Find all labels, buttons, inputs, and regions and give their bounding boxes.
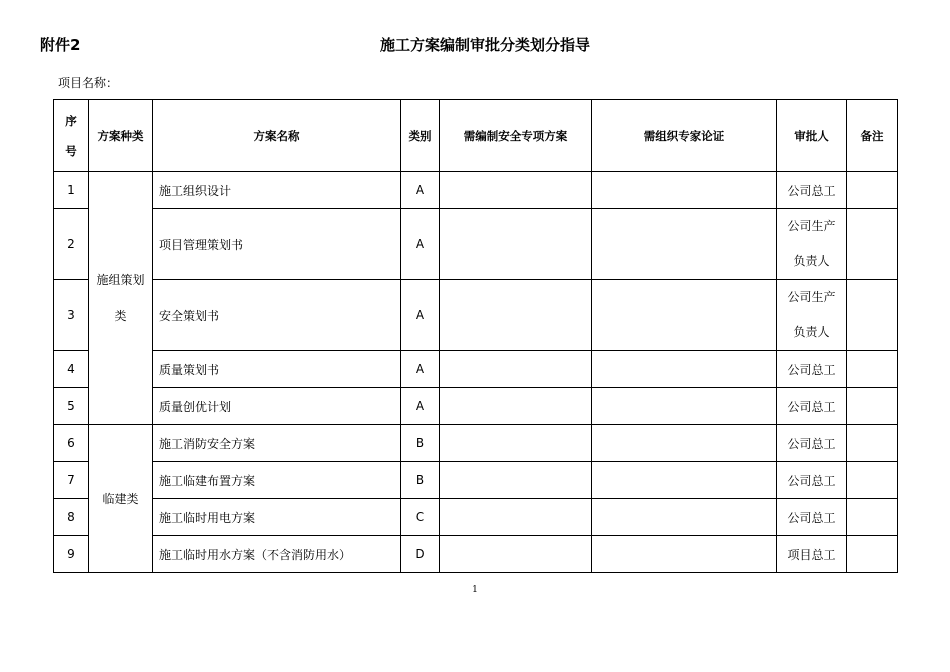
plan-name: 安全策划书: [153, 280, 401, 351]
safety-plan-cell: [440, 536, 592, 573]
seq-header-line: 号: [65, 143, 77, 158]
approver-cell: 公司总工: [777, 499, 847, 536]
plan-name: 施工临建布置方案: [153, 462, 401, 499]
plan-category: A: [401, 280, 440, 351]
remark-cell: [847, 536, 898, 573]
plan-category: A: [401, 351, 440, 388]
safety-plan-cell: [440, 351, 592, 388]
approver-cell: [777, 209, 847, 280]
column-header-name: 方案名称: [153, 100, 401, 172]
approver-cell: 公司总工: [777, 388, 847, 425]
approver-cell: 项目总工: [777, 536, 847, 573]
row-number: 4: [54, 351, 89, 388]
safety-plan-cell: [440, 209, 592, 280]
seq-header-line: 序: [65, 113, 77, 128]
plan-category: A: [401, 209, 440, 280]
remark-cell: [847, 462, 898, 499]
plan-name: 质量创优计划: [153, 388, 401, 425]
row-number: 8: [54, 499, 89, 536]
approver-cell: 公司总工: [777, 351, 847, 388]
row-number: 3: [54, 280, 89, 351]
table-row: [54, 536, 898, 573]
expert-review-cell: [592, 388, 777, 425]
safety-plan-cell: [440, 172, 592, 209]
row-number: 9: [54, 536, 89, 573]
row-number: 7: [54, 462, 89, 499]
safety-plan-cell: [440, 499, 592, 536]
approver-line: 公司生产: [787, 290, 836, 304]
safety-plan-cell: [440, 388, 592, 425]
approver-cell: 公司总工: [777, 425, 847, 462]
column-header-kind: 方案种类: [89, 100, 153, 172]
table-row: [54, 172, 898, 209]
plan-name: 施工消防安全方案: [153, 425, 401, 462]
plan-name: 施工临时用水方案（不含消防用水）: [153, 536, 401, 573]
row-number: 1: [54, 172, 89, 209]
approver-cell: 公司总工: [777, 172, 847, 209]
remark-cell: [847, 499, 898, 536]
column-header-category: 类别: [401, 100, 440, 172]
approver-cell: [777, 280, 847, 351]
remark-cell: [847, 280, 898, 351]
row-number: 6: [54, 425, 89, 462]
column-header-remark: 备注: [847, 100, 898, 172]
table-row: [54, 462, 898, 499]
row-number: 2: [54, 209, 89, 280]
row-number: 5: [54, 388, 89, 425]
table-row: [54, 425, 898, 462]
approver-line: 公司生产: [787, 219, 836, 233]
table-row: [54, 499, 898, 536]
plan-category: B: [401, 425, 440, 462]
attachment-label: 附件2: [40, 36, 81, 54]
approver-line: 负责人: [793, 325, 830, 339]
table-header-row: [54, 100, 898, 172]
plan-category: A: [401, 388, 440, 425]
group-kind-line: 临建类: [102, 492, 139, 506]
plan-name: 施工组织设计: [153, 172, 401, 209]
plan-category: D: [401, 536, 440, 573]
remark-cell: [847, 388, 898, 425]
approver-line: 负责人: [793, 254, 830, 268]
expert-review-cell: [592, 351, 777, 388]
group-kind-cell: [89, 172, 153, 425]
document-title: 施工方案编制审批分类划分指导: [379, 36, 590, 54]
column-header-expert-review: 需组织专家论证: [592, 100, 777, 172]
remark-cell: [847, 209, 898, 280]
expert-review-cell: [592, 499, 777, 536]
group-kind-cell: [89, 425, 153, 573]
table-row: [54, 209, 898, 280]
remark-cell: [847, 425, 898, 462]
group-kind-line: 施组策划: [96, 273, 145, 287]
page-number: 1: [472, 585, 478, 595]
plan-category: B: [401, 462, 440, 499]
plan-name: 质量策划书: [153, 351, 401, 388]
plan-name: 项目管理策划书: [153, 209, 401, 280]
plan-name: 施工临时用电方案: [153, 499, 401, 536]
table-row: [54, 388, 898, 425]
approver-cell: 公司总工: [777, 462, 847, 499]
remark-cell: [847, 351, 898, 388]
project-name-label: 项目名称：: [58, 76, 119, 90]
group-kind-line: 类: [114, 309, 127, 323]
expert-review-cell: [592, 209, 777, 280]
table-row: [54, 280, 898, 351]
safety-plan-cell: [440, 280, 592, 351]
column-header-approver: 审批人: [777, 100, 847, 172]
expert-review-cell: [592, 462, 777, 499]
safety-plan-cell: [440, 425, 592, 462]
remark-cell: [847, 172, 898, 209]
expert-review-cell: [592, 280, 777, 351]
expert-review-cell: [592, 172, 777, 209]
expert-review-cell: [592, 425, 777, 462]
column-header-safety-plan: 需编制安全专项方案: [440, 100, 592, 172]
column-header-seq: [54, 100, 89, 172]
expert-review-cell: [592, 536, 777, 573]
table-row: [54, 351, 898, 388]
safety-plan-cell: [440, 462, 592, 499]
classification-table: [53, 99, 898, 573]
plan-category: A: [401, 172, 440, 209]
plan-category: C: [401, 499, 440, 536]
